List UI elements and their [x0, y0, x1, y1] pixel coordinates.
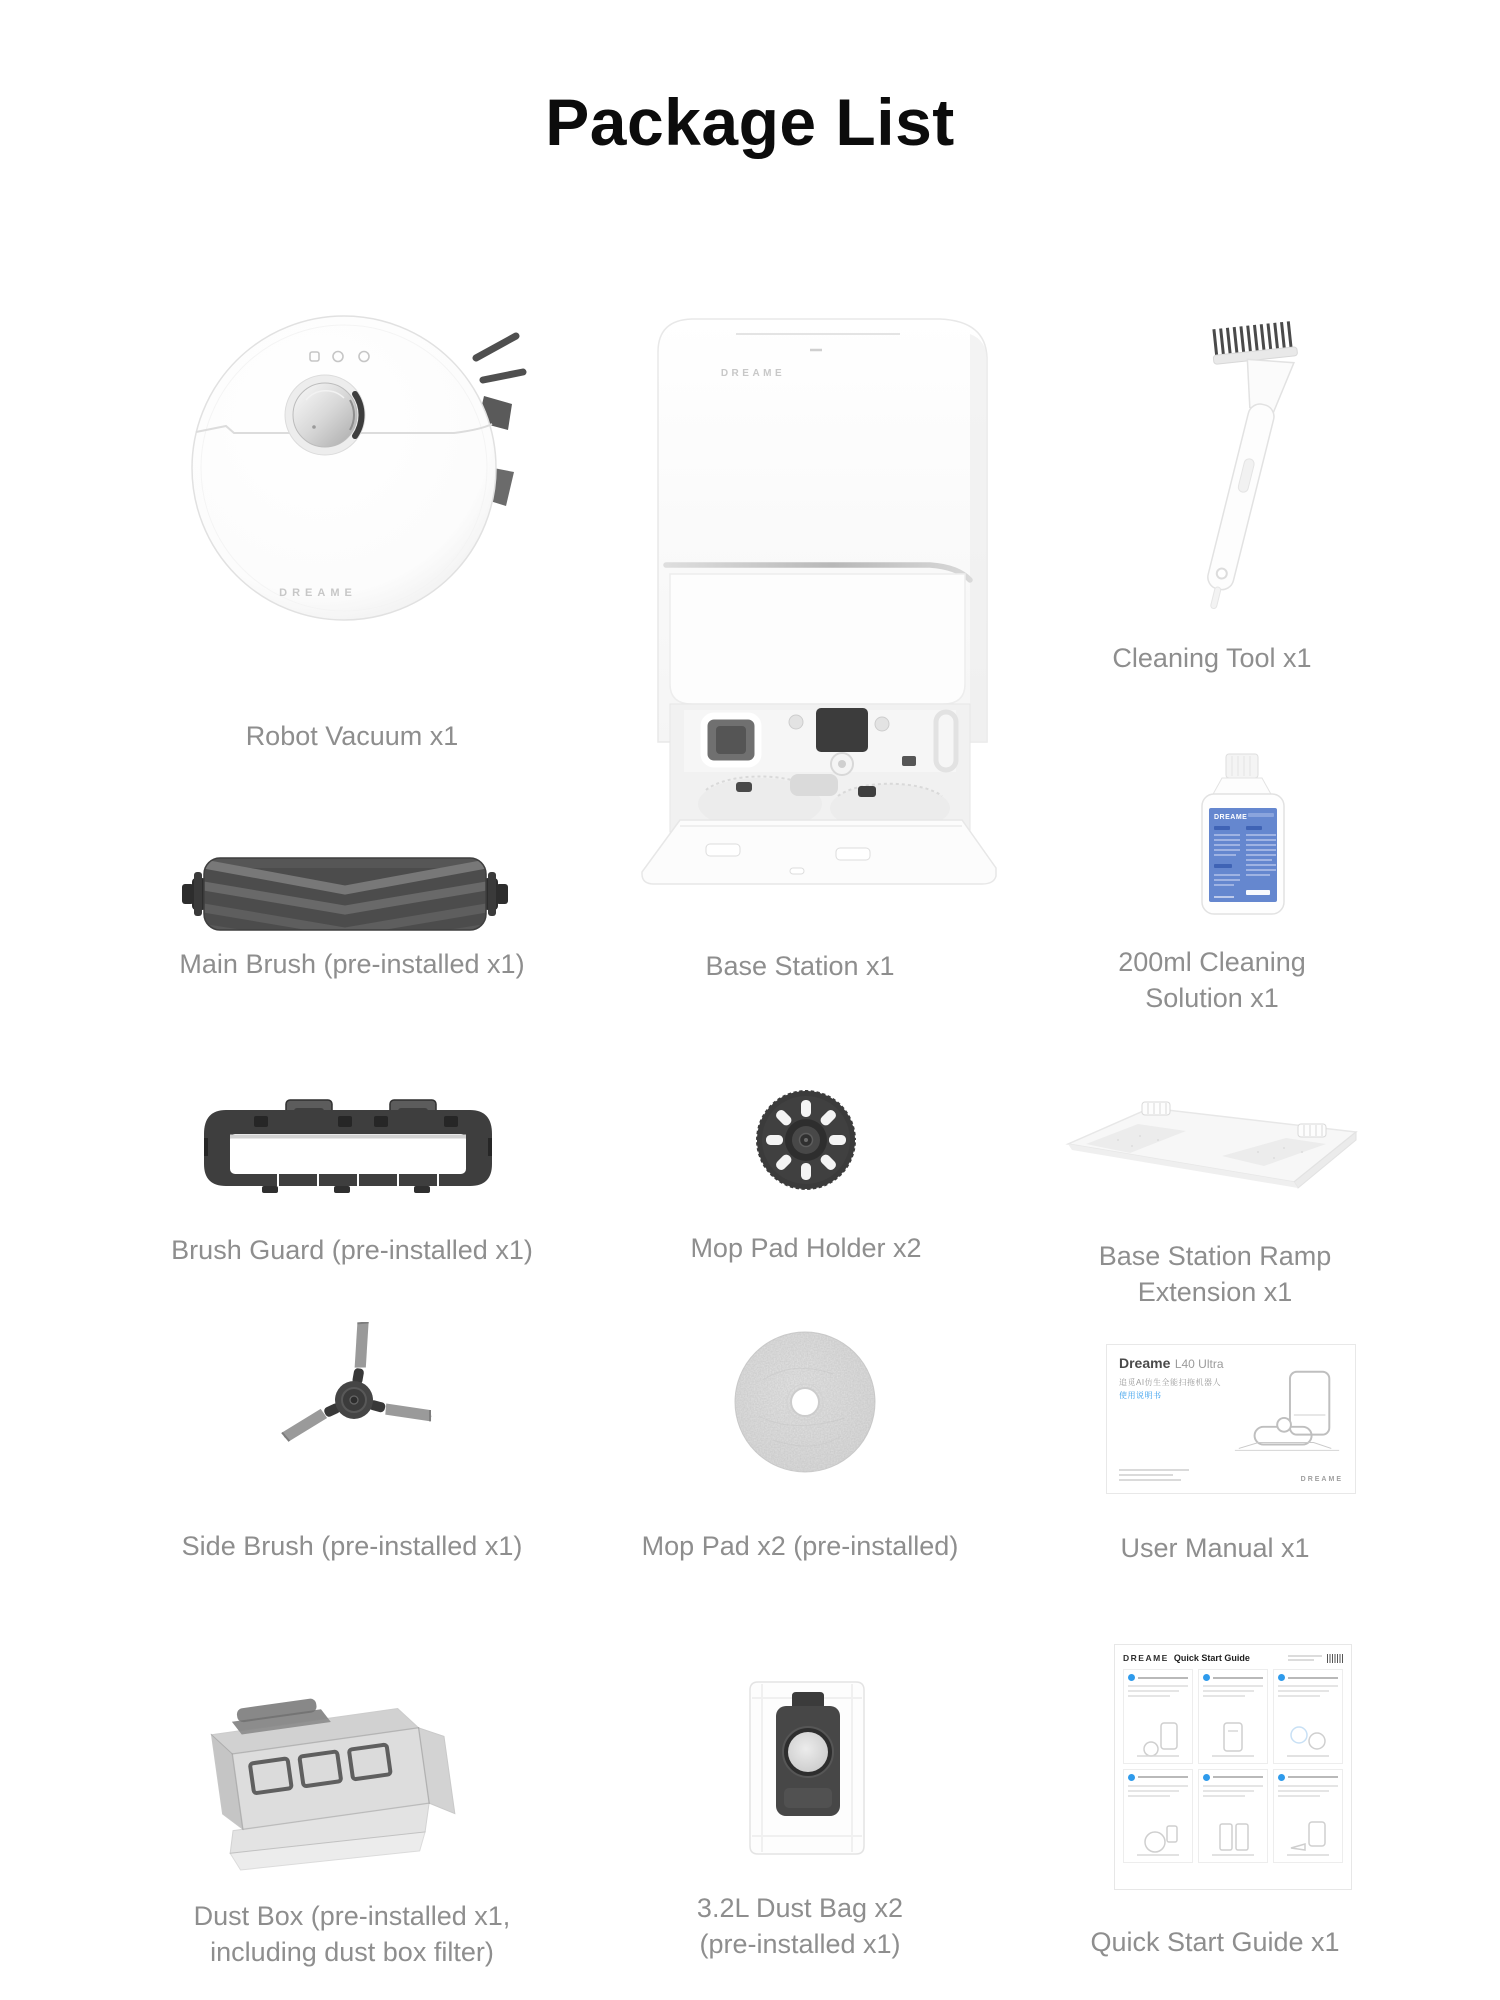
- label-line: Cleaning Tool x1: [1112, 643, 1312, 673]
- vacuum-body: [192, 316, 496, 620]
- label-user-manual: [1015, 1530, 1415, 1566]
- label-line: 200ml Cleaning: [1118, 947, 1306, 977]
- label-main-brush: [77, 946, 627, 982]
- guide-panel: [1273, 1769, 1343, 1864]
- dock-cavity: [670, 704, 970, 832]
- step-dot-icon: [1128, 1674, 1135, 1681]
- panel-illustration: [1135, 1818, 1181, 1858]
- ramp-extension-image: [1062, 1098, 1362, 1190]
- user-manual-image: [1106, 1344, 1356, 1494]
- panel-illustration: [1285, 1818, 1331, 1858]
- label-line: Robot Vacuum x1: [245, 721, 459, 751]
- label-ramp-extension: [1040, 1238, 1390, 1310]
- step-dot-icon: [1128, 1774, 1135, 1781]
- panel-illustration: [1210, 1719, 1256, 1759]
- mop-pad-graphic: [733, 1330, 877, 1474]
- tool-handle: [1205, 402, 1276, 593]
- label-base-station: [600, 948, 1000, 984]
- label-line: Brush Guard (pre-installed x1): [171, 1235, 533, 1265]
- guide-panel: [1198, 1669, 1268, 1764]
- dust-box-image: [180, 1668, 460, 1880]
- panel-illustration: [1210, 1818, 1256, 1858]
- label-line: Side Brush (pre-installed x1): [181, 1531, 523, 1561]
- label-line: 3.2L Dust Bag x2: [696, 1893, 904, 1923]
- panel-illustration: [1285, 1719, 1331, 1759]
- robot-vacuum-graphic: [178, 300, 528, 640]
- panel-illustration: [1135, 1719, 1181, 1759]
- main-brush-image: [180, 844, 510, 944]
- guide-panel: [1123, 1769, 1193, 1864]
- guide-brand-text: DREAME: [1123, 1653, 1169, 1663]
- bottle-brand-text: DREAME: [1214, 814, 1248, 821]
- mop-pad-holder-graphic: [752, 1086, 860, 1194]
- label-dust-box: [77, 1898, 627, 1970]
- label-line: User Manual x1: [1120, 1533, 1310, 1563]
- label-dust-bag: [600, 1890, 1000, 1962]
- dust-box-graphic: [180, 1668, 460, 1880]
- label-cleaning-tool: [1012, 640, 1412, 676]
- ramp-extension-graphic: [1062, 1098, 1362, 1190]
- manual-subtitle-blue: 使用说明书: [1119, 1391, 1162, 1400]
- label-line: Base Station Ramp: [1098, 1241, 1332, 1271]
- barcode-icon: [1327, 1654, 1343, 1663]
- manual-model-text: L40 Ultra: [1174, 1357, 1224, 1371]
- guide-title-text: Quick Start Guide: [1173, 1653, 1250, 1663]
- manual-fine-print: [1119, 1469, 1189, 1481]
- base-station-graphic: [640, 312, 1000, 887]
- quick-start-guide-image: [1114, 1644, 1352, 1890]
- label-quick-start-guide: [1015, 1924, 1415, 1960]
- bag-inlet: [788, 1732, 828, 1772]
- vacuum-brand-text: DREAME: [279, 587, 357, 599]
- cleaning-tool-image: [1155, 318, 1335, 618]
- label-line: Solution x1: [1145, 983, 1279, 1013]
- manual-brand-text: Dreame: [1119, 1355, 1171, 1371]
- cleaning-tool-graphic: [1155, 318, 1335, 618]
- step-dot-icon: [1203, 1674, 1210, 1681]
- robot-vacuum-image: [178, 300, 528, 640]
- label-robot-vacuum: [152, 718, 552, 754]
- station-drawer: [670, 574, 965, 704]
- label-line: Main Brush (pre-installed x1): [179, 949, 525, 979]
- label-line: Mop Pad Holder x2: [690, 1233, 922, 1263]
- label-mop-pad: [600, 1528, 1000, 1564]
- dust-bag-image: [734, 1676, 880, 1860]
- brush-guard-image: [198, 1094, 498, 1196]
- page-title: Package List: [545, 85, 955, 159]
- mop-pad-image: [733, 1330, 877, 1474]
- cleaning-solution-graphic: [1188, 752, 1298, 917]
- side-brush-graphic: [262, 1322, 442, 1472]
- step-dot-icon: [1278, 1774, 1285, 1781]
- side-brush-image: [262, 1322, 442, 1472]
- label-line: Dust Box (pre-installed x1,: [193, 1901, 511, 1931]
- dust-bag-graphic: [734, 1676, 880, 1860]
- dock-tray: [642, 820, 996, 884]
- guide-header-finetext: [1288, 1655, 1322, 1661]
- label-line: (pre-installed x1): [699, 1929, 901, 1959]
- label-line: Mop Pad x2 (pre-installed): [641, 1531, 959, 1561]
- guide-panel: [1273, 1669, 1343, 1764]
- station-brand-text: DREAME: [720, 368, 786, 379]
- guide-panel: [1123, 1669, 1193, 1764]
- guide-header: [1123, 1653, 1343, 1663]
- cleaning-solution-image: [1188, 752, 1298, 917]
- label-line: Extension x1: [1137, 1277, 1293, 1307]
- manual-line-drawing: [1229, 1365, 1347, 1465]
- label-line: Quick Start Guide x1: [1090, 1927, 1340, 1957]
- manual-footer-brand: DREAME: [1300, 1476, 1343, 1483]
- base-station-image: [640, 312, 1000, 887]
- guide-panels: [1123, 1669, 1343, 1863]
- label-mop-pad-holder: [606, 1230, 1006, 1266]
- label-line: Base Station x1: [705, 951, 895, 981]
- label-cleaning-solution: [1037, 944, 1387, 1016]
- guide-panel: [1198, 1769, 1268, 1864]
- bristle-comb: [1210, 321, 1297, 365]
- step-dot-icon: [1203, 1774, 1210, 1781]
- bottle-cap: [1226, 754, 1258, 778]
- mop-pad-holder-image: [752, 1086, 860, 1194]
- step-dot-icon: [1278, 1674, 1285, 1681]
- side-brush-peek-icon: [476, 336, 523, 380]
- brush-guard-graphic: [198, 1094, 498, 1196]
- mop-pad-hole: [791, 1388, 819, 1416]
- manual-subtitle-cn: 追觅AI仿生全能扫拖机器人: [1119, 1378, 1222, 1387]
- label-line: including dust box filter): [210, 1937, 494, 1967]
- label-side-brush: [77, 1528, 627, 1564]
- label-brush-guard: [77, 1232, 627, 1268]
- lidar-turret: [285, 375, 365, 455]
- main-brush-graphic: [180, 844, 510, 944]
